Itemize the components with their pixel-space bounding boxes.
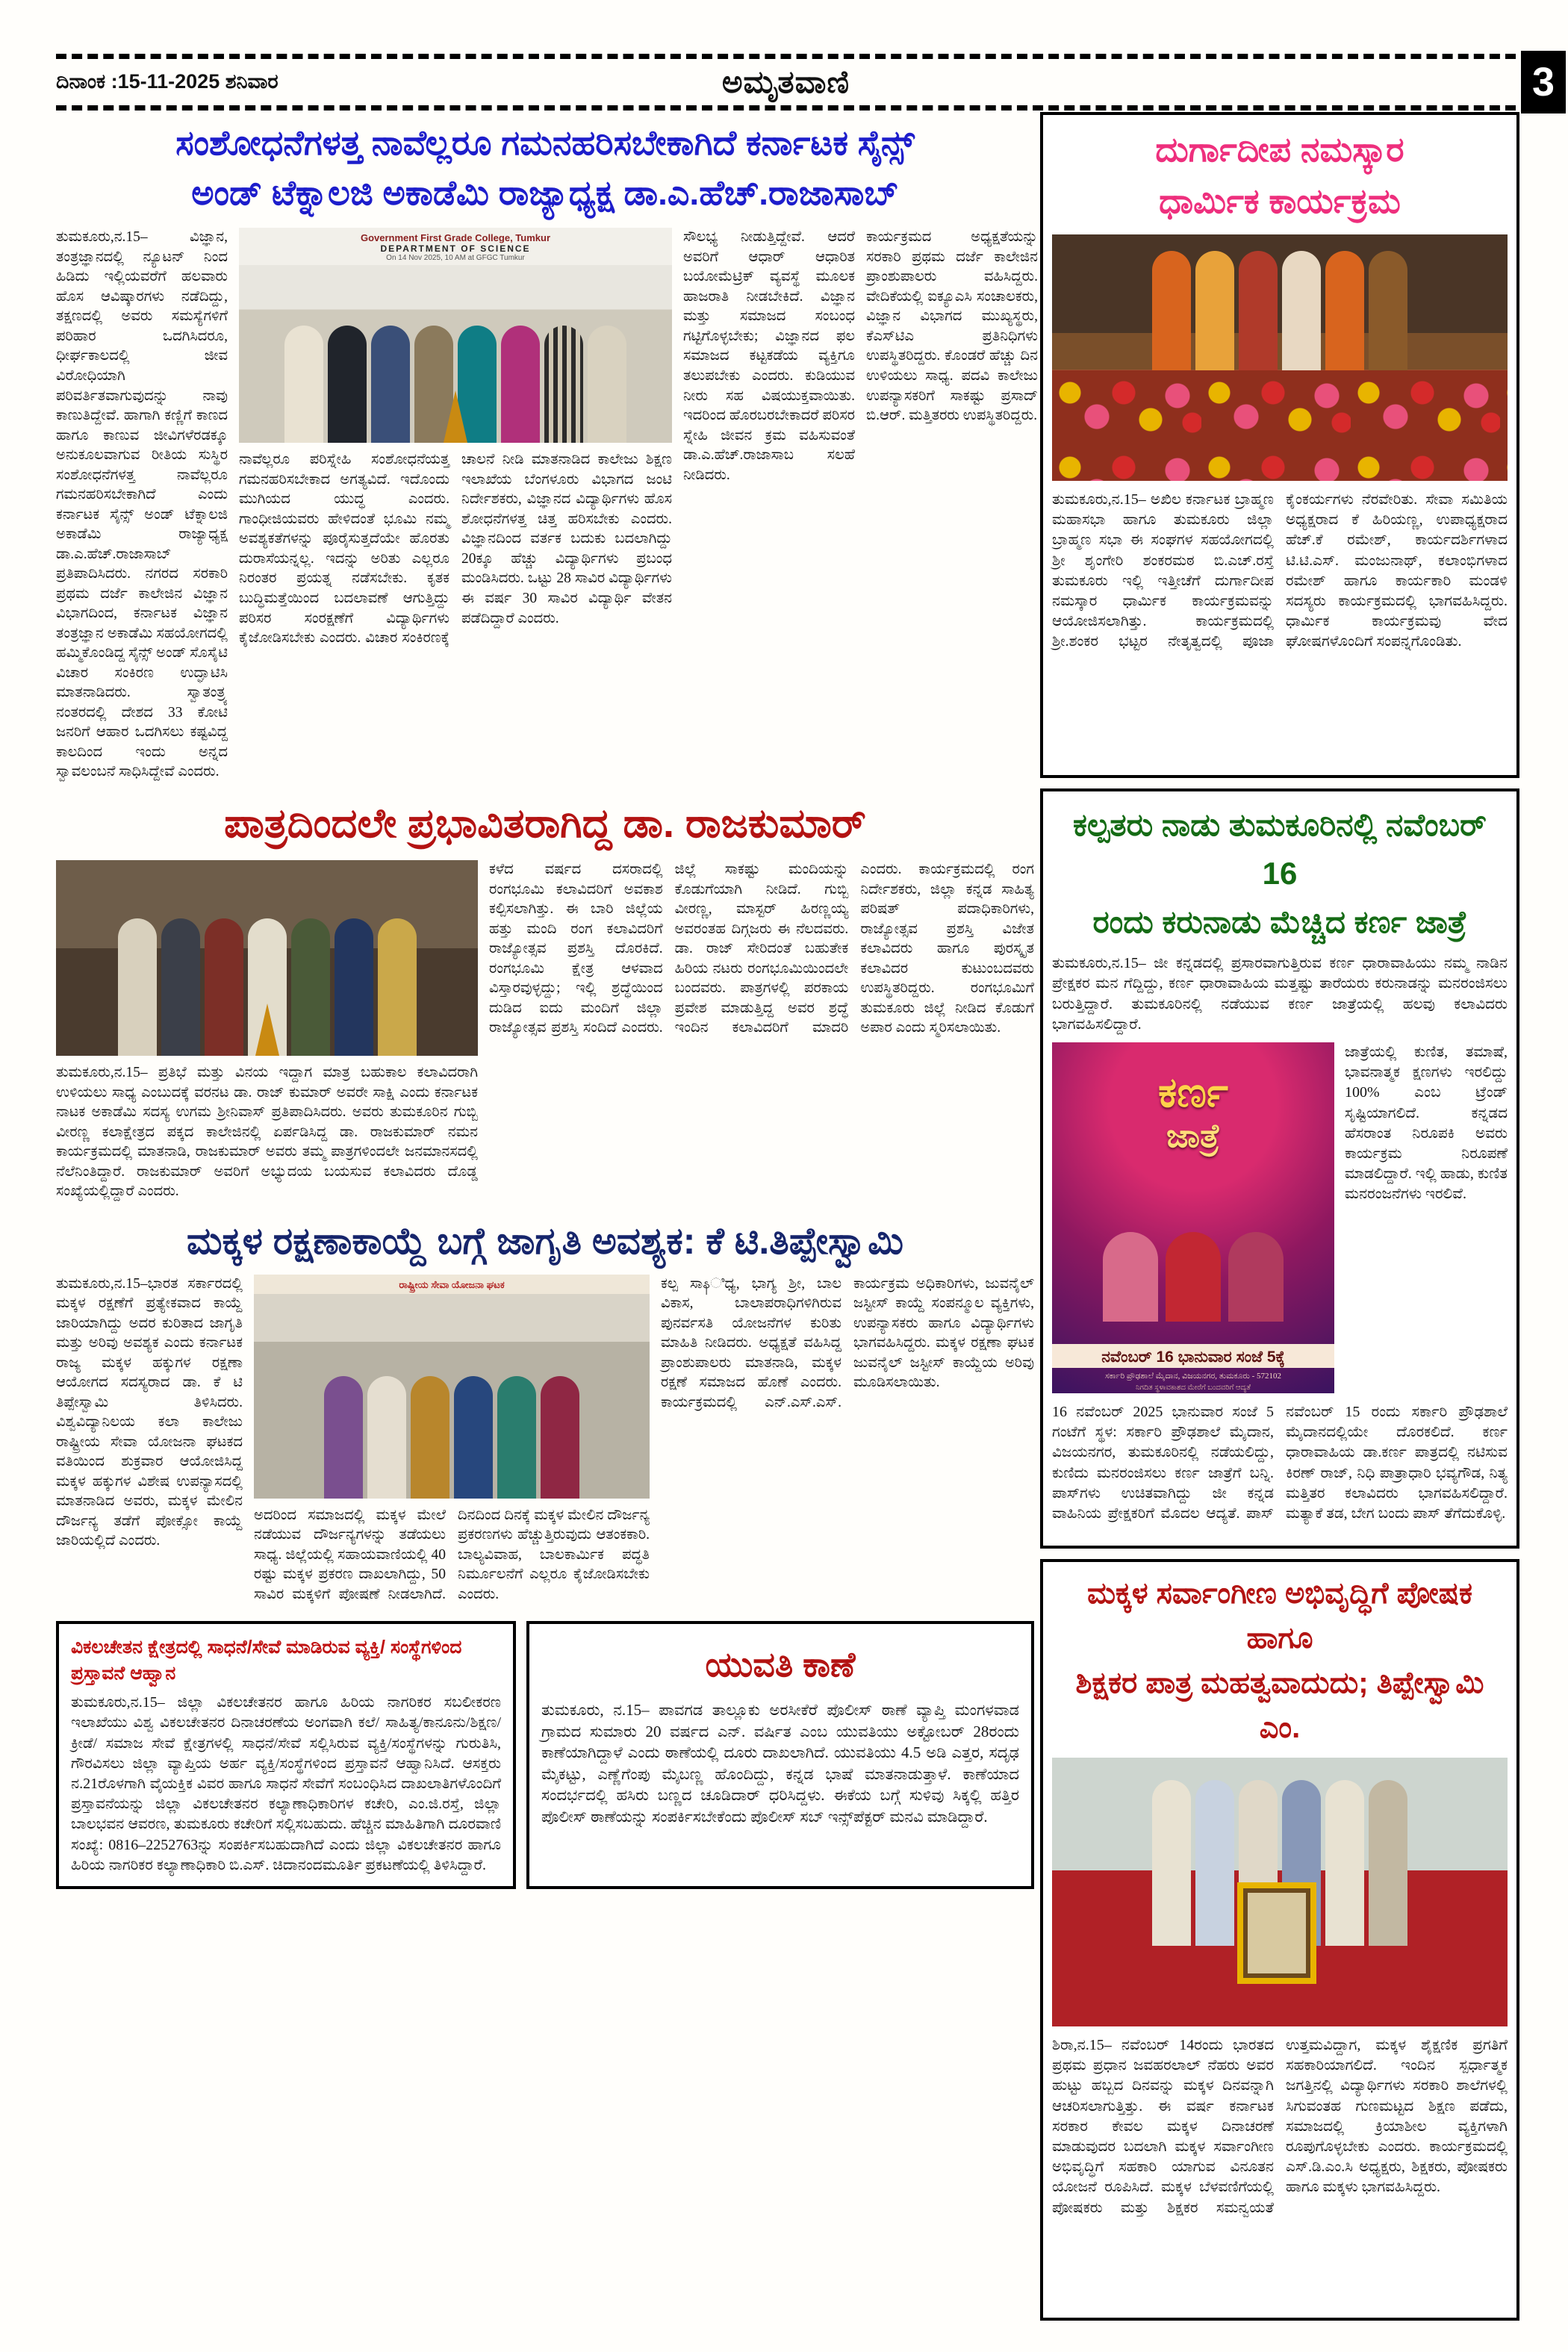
children-headline: ಮಕ್ಕಳ ರಕ್ಷಣಾಕಾಯ್ದೆ ಬಗ್ಗೆ ಜಾಗೃತಿ ಅವಶ್ಯಕ: ಕೆ ಟಿ.ತಿಪ್ಪೇಸ್ವಾಮಿ: [186, 1219, 904, 1262]
rajkumar-headline: ಪಾತ್ರದಿಂದಲೇ ಪ್ರಭಾವಿತರಾಗಿದ್ದ ಡಾ. ರಾಜಕುಮಾರ್: [224, 800, 866, 846]
vikala-body: ತುಮಕೂರು,ನ.15– ಜಿಲ್ಲಾ ವಿಕಲಚೇತನರ ಹಾಗೂ ಹಿರಿಯ ನಾಗರಿಕರ ಸಬಲೀಕರಣ ಇಲಾಖೆಯು ವಿಶ್ವ ವಿಕಲಚೇತನರ ದಿನಾಚರಣೆಯ ಅಂಗವಾಗಿ ಕಲೆ/ ಸಾಹಿತ್ಯ/ಕಾನೂನು/ಶಿಕ್ಷಣ/ಕ್ರೀಡೆ/ ಸಮಾಜ ಸೇವೆ ಕ್ಷೇತ್ರಗಳಲ್ಲಿ ಸಾಧನೆ/ಸೇವೆ ಸಲ್ಲಿಸಿರುವ ವ್ಯಕ್ತಿ/ಸಂಸ್ಥೆಗಳನ್ನು ಗುರುತಿಸಿ, ಗೌರವಿಸಲು ಜಿಲ್ಲಾ ವ್ಯಾಪ್ತಿಯ ಅರ್ಹ ವ್ಯಕ್ತಿ/ಸಂಸ್ಥೆಗಳಿಂದ ಪ್ರಸ್ತಾವನೆ ಆಹ್ವಾನಿಸಿದೆ. ಆಸಕ್ತರು ನ.21ರೊಳಗಾಗಿ ವೈಯಕ್ತಿಕ ವಿವರ ಹಾಗೂ ಸಾಧನೆ ಸೇವೆಗೆ ಸಂಬಂಧಿಸಿದ ದಾಖಲಾತಿಗಳೊಂದಿಗೆ ಪ್ರಸ್ತಾವನೆಯನ್ನು ಜಿಲ್ಲಾ ವಿಕಲಚೇತನರ ಕಲ್ಯಾಣಾಧಿಕಾರಿಗಳ ಕಚೇರಿ, ಎಂ.ಜಿ.ರಸ್ತೆ, ಜಿಲ್ಲಾ ಬಾಲಭವನ ಆವರಣ, ತುಮಕೂರು ಕಚೇರಿಗೆ ಸಲ್ಲಿಸಬಹುದು. ಹೆಚ್ಚಿನ ಮಾಹಿತಿಗಾಗಿ ದೂರವಾಣಿ ಸಂಖ್ಯೆ: 0816–2252763ನ್ನು ಸಂಪರ್ಕಿಸಬಹುದಾಗಿದೆ ಎಂದು ಜಿಲ್ಲಾ ವಿಕಲಚೇತನರ ಹಾಗೂ ಹಿರಿಯ ನಾಗರಿಕರ ಕಲ್ಯಾಣಾಧಿಕಾರಿ ಬಿ.ಎಸ್. ಚಿದಾನಂದಮೂರ್ತಿ ಪ್ರಕಟಣೆಯಲ್ಲಿ ತಿಳಿಸಿದ್ದಾರೆ.: [71, 1694, 501, 1873]
photo-banner-college: Government First Grade College, Tumkur: [360, 232, 551, 244]
karna-side-text: ಜಾತ್ರೆಯಲ್ಲಿ ಕುಣಿತ, ತಮಾಷೆ, ಭಾವನಾತ್ಮಕ ಕ್ಷಣಗಳು ಇರಲಿದ್ದು 100% ಎಂಬ ಟ್ರೆಂಡ್ ಸೃಷ್ಟಿಯಾಗಲಿದೆ. ಕನ್ನಡದ ಹೆಸರಾಂತ ನಿರೂಪಕಿ ಅವರು ಕಾರ್ಯಕ್ರಮ ನಿರೂಪಣೆ ಮಾಡಲಿದ್ದಾರೆ. ಇಲ್ಲಿ ಹಾಡು, ಕುಣಿತ ಮನರಂಜನೆಗಳು ಇರಲಿವೆ.: [1345, 1044, 1508, 1203]
photo-people-group: [254, 1360, 650, 1499]
yuvathi-missing-box: [526, 1621, 1034, 1889]
rajkumar-col1: ತುಮಕೂರು,ನ.15– ಪ್ರತಿಭೆ ಮತ್ತು ವಿನಯ ಇದ್ದಾಗ ಮಾತ್ರ ಬಹುಕಾಲ ಕಲಾವಿದರಾಗಿ ಉಳಿಯಲು ಸಾಧ್ಯ ಎಂಬುದಕ್ಕೆ ವರನಟ ಡಾ. ರಾಜ್ ಕುಮಾರ್ ಅವರೇ ಸಾಕ್ಷಿ ಎಂದು ಕರ್ನಾಟಕ ನಾಟಕ ಅಕಾಡೆಮಿ ಸದಸ್ಯ ಉಗಮ ಶ್ರೀನಿವಾಸ್ ಪ್ರತಿಪಾದಿಸಿದರು. ಅವರು ತುಮಕೂರಿನ ಗುಬ್ಬಿ ವೀರಣ್ಣ ಕಲಾಕ್ಷೇತ್ರದ ಪಕ್ಕದ ಕಾಲೇಜಿನಲ್ಲಿ ಏರ್ಪಡಿಸಿದ್ದ ಡಾ. ರಾಜಕುಮಾರ್ ನಮನ ಕಾರ್ಯಕ್ರಮದಲ್ಲಿ ಮಾತನಾಡಿ, ರಾಜಕುಮಾರ್ ಅವರು ತಮ್ಮ ಪಾತ್ರಗಳಿಂದಲೇ ಜನಮಾನಸದಲ್ಲಿ ನೆಲೆನಿಂತಿದ್ದಾರೆ. ರಾಜಕುಮಾರ್ ಅವರಿಗೆ ಅಭ್ಯುದಯ ಬಯಸುವ ಕಲಾವಿದರು ದೊಡ್ಡ ಸಂಖ್ಯೆಯಲ್ಲಿದ್ದಾರೆ ಎಂದರು.: [56, 1065, 478, 1200]
durga-box: [1040, 112, 1519, 778]
karna-tail2: ಕರ್ಣ ಧಾರಾವಾಹಿಯ ಡಾ.ಕರ್ಣ ಪಾತ್ರದಲ್ಲಿ ನಟಿಸುವ ಕಿರಣ್ ರಾಜ್, ನಿಧಿ ಪಾತ್ರಾಧಾರಿ ಭವ್ಯಗೌಡ, ನಿತ್ಯ ಮತ್ತಿತರ ಕಲಾವಿದರು ಭಾಗವಹಿಸಲಿದ್ದಾರೆ. ಮತ್ಯಾಕೆ ತಡ, ಬೇಗ ಬಂದು ಪಾಸ್ ತೆಗೆದುಕೊಳ್ಳಿ.: [1286, 1424, 1508, 1522]
karna-tail1: 16 ನವೆಂಬರ್ 2025 ಭಾನುವಾರ ಸಂಜೆ 5 ಗಂಟೆಗೆ ಸ್ಥಳ: ಸರ್ಕಾರಿ ಪ್ರೌಢಶಾಲೆ ಮೈದಾನ, ವಿಜಯನಗರ, ತುಮಕೂರಿನಲ್ಲಿ ನಡೆಯಲಿದ್ದು, ಕುಣಿದು ಮನರಂಜಿಸಲು ಕರ್ಣ ಜಾತ್ರೆಗೆ ಬನ್ನಿ. ಪಾಸ್‌ಗಳು ಉಚಿತವಾಗಿದ್ದು ಜೀ ಕನ್ನಡ ವಾಹಿನಿಯ ಪ್ರೇಕ್ಷಕರಿಗೆ ಮೊದಲ ಆದ್ಯತೆ. ಪಾಸ್ ನವೆಂಬರ್ 15 ರಂದು ಸರ್ಕಾರಿ ಪ್ರೌಢಶಾಲೆ ಮೈದಾನದಲ್ಲಿಯೇ ದೊರಕಲಿದೆ.: [1052, 1404, 1508, 1522]
garlanded-portrait: [1243, 1888, 1310, 1978]
article-children-act: [56, 1217, 1034, 1605]
masthead: [56, 54, 1516, 111]
science-event-photo: [239, 228, 672, 443]
main-column: [56, 118, 1038, 1889]
durga-headline-line2: ಧಾರ್ಮಿಕ ಕಾರ್ಯಕ್ರಮ: [1159, 181, 1401, 220]
durga-col1: ತುಮಕೂರು,ನ.15– ಅಖಿಲ ಕರ್ನಾಟಕ ಬ್ರಾಹ್ಮಣ ಮಹಾಸಭಾ ಹಾಗೂ ತುಮಕೂರು ಜಿಲ್ಲಾ ಬ್ರಾಹ್ಮಣ ಸಭಾ ಈ ಸಂಘಗಳ ಸಹಯೋಗದಲ್ಲಿ ಶ್ರೀ ಶೃಂಗೇರಿ ಶಂಕರಮಠ ಬಿ.ಎಚ್.ರಸ್ತೆ ತುಮಕೂರು ಇಲ್ಲಿ ಇತ್ತೀಚೆಗೆ ದುರ್ಗಾದೀಪ ನಮಸ್ಕಾರ ಧಾರ್ಮಿಕ ಕಾರ್ಯಕ್ರಮವನ್ನು ಆಯೋಜಿಸಲಾಗಿತ್ತು. ಕಾರ್ಯಕ್ರಮದಲ್ಲಿ ಶ್ರೀ.ಶಂಕರ ಭಟ್ಟರ ನೇತೃತ್ವದಲ್ಲಿ ಪೂಜಾ ಕೈಂಕರ್ಯಗಳು ನೆರವೇರಿತು.: [1052, 491, 1418, 650]
page-number: 3: [1521, 51, 1566, 113]
oil-lamp-icon: [255, 1004, 279, 1056]
children-col4: ಕಾರ್ಯಕ್ರಮದಲ್ಲಿ ಎನ್.ಎಸ್.ಎಸ್. ಕಾರ್ಯಕ್ರಮ ಅಧಿಕಾರಿಗಳು, ಜುವನೈಲ್ ಜಸ್ಟೀಸ್ ಕಾಯ್ದೆ ಸಂಪನ್ಮೂಲ ವ್ಯಕ್ತಿಗಳು, ಉಪನ್ಯಾಸಕರು ಹಾಗೂ ವಿದ್ಯಾರ್ಥಿಗಳು ಭಾಗವಹಿಸಿದ್ದರು. ಮಕ್ಕಳ ರಕ್ಷಣಾ ಘಟಕ ಜುವನೈಲ್ ಜಸ್ಟೀಸ್ ಕಾಯ್ದೆಯ ಅರಿವು ಮೂಡಿಸಲಾಯಿತು.: [661, 1275, 1034, 1410]
date-line: ದಿನಾಂಕ :15-11-2025 ಶನಿವಾರ: [56, 70, 279, 93]
sarvangina-photo: [1052, 1758, 1508, 2026]
karna-box: [1040, 788, 1519, 1549]
karna-jathre-ad: [1052, 1042, 1334, 1393]
photo-banner-date: On 14 Nov 2025, 10 AM at GFGC Tumkur: [386, 254, 525, 263]
photo-people-group: [1052, 234, 1508, 370]
children-event-photo: [254, 1275, 650, 1499]
karna-intro: ತುಮಕೂರು,ನ.15– ಜೀ ಕನ್ನಡದಲ್ಲಿ ಪ್ರಸಾರವಾಗುತ್ತಿರುವ ಕರ್ಣ ಧಾರಾವಾಹಿಯು ನಮ್ಮ ನಾಡಿನ ಪ್ರೇಕ್ಷಕರ ಮನ ಗೆದ್ದಿದ್ದು, ಕರ್ಣ ಧಾರಾವಾಹಿಯ ಮತ್ತಷ್ಟು ತಾರೆಯರು ಕರುನಾಡನ್ನು ಮನರಂಜಿಸಲು ಬರುತ್ತಿದ್ದಾರೆ. ತುಮಕೂರಿನಲ್ಲಿ ನಡೆಯುವ ಕರ್ಣ ಜಾತ್ರೆಯಲ್ಲಿ ಹಲವು ಕಲಾವಿದರು ಭಾಗವಹಿಸಲಿದ್ದಾರೆ.: [1052, 955, 1508, 1033]
children-col1: ತುಮಕೂರು,ನ.15–ಭಾರತ ಸರ್ಕಾರದಲ್ಲಿ ಮಕ್ಕಳ ರಕ್ಷಣೆಗೆ ಪ್ರತ್ಯೇಕವಾದ ಕಾಯ್ದೆ ಜಾರಿಯಾಗಿದ್ದು ಅದರ ಕುರಿತಾದ ಜಾಗೃತಿ ಮತ್ತು ಅರಿವು ಅವಶ್ಯಕ ಎಂದು ಕರ್ನಾಟಕ ರಾಜ್ಯ ಮಕ್ಕಳ ಹಕ್ಕುಗಳ ರಕ್ಷಣಾ ಆಯೋಗದ ಸದಸ್ಯರಾದ ಡಾ. ಕೆ ಟಿ ತಿಪ್ಪೇಸ್ವಾಮಿ ತಿಳಿಸಿದರು. ವಿಶ್ವವಿದ್ಯಾನಿಲಯ ಕಲಾ ಕಾಲೇಜು ರಾಷ್ಟ್ರೀಯ ಸೇವಾ ಯೋಜನಾ ಘಟಕದ ವತಿಯಿಂದ ಶುಕ್ರವಾರ ಆಯೋಜಿಸಿದ್ದ ಮಕ್ಕಳ ಹಕ್ಕುಗಳ ವಿಶೇಷ ಉಪನ್ಯಾಸದಲ್ಲಿ ಮಾತನಾಡಿದ ಅವರು, ಮಕ್ಕಳ ಮೇಲಿನ ದೌರ್ಜನ್ಯ ತಡೆಗೆ ಪೋಕ್ಸೋ ಕಾಯ್ದೆ ಜಾರಿಯಲ್ಲಿದೆ ಎಂದರು.: [56, 1275, 243, 1549]
children-col2: ಅದರಿಂದ ಸಮಾಜದಲ್ಲಿ ಮಕ್ಕಳ ಮೇಲೆ ನಡೆಯುವ ದೌರ್ಜನ್ಯಗಳನ್ನು ತಡೆಯಲು ಸಾಧ್ಯ. ಜಿಲ್ಲೆಯಲ್ಲಿ ಸಹಾಯವಾಣಿಯಲ್ಲಿ 40 ರಷ್ಟು ಮಕ್ಕಳ ಪ್ರಕರಣ ದಾಖಲಾಗಿದ್ದು, 50 ಸಾವಿರ ಮಕ್ಕಳಿಗೆ ಪೋಷಣೆ ನೀಡಲಾಗಿದೆ. ದಿನದಿಂದ ದಿನಕ್ಕೆ ಮಕ್ಕಳ ಮೇಲಿನ ದೌರ್ಜನ್ಯ ಪ್ರಕರಣಗಳು ಹೆಚ್ಚುತ್ತಿರುವುದು ಆತಂಕಕಾರಿ. ಬಾಲ್ಯವಿವಾಹ, ಬಾಲಕಾರ್ಮಿಕ ಪದ್ಧತಿ ನಿರ್ಮೂಲನೆಗೆ ಎಲ್ಲರೂ ಕೈಜೋಡಿಸಬೇಕು ಎಂದರು.: [254, 1507, 650, 1602]
ad-note-line: ನಿಗದಿತ ಸ್ಥಳಾವಕಾಶದ ಮೇರೆಗೆ ಬಂದವರಿಗೆ ಆದ್ಯತೆ: [1136, 1384, 1251, 1393]
article-science: [56, 118, 1038, 783]
rajkumar-col3: ಜಿಲ್ಲೆ ಸಾಕಷ್ಟು ಮಂದಿಯನ್ನು ಕೊಡುಗೆಯಾಗಿ ನೀಡಿದೆ. ಗುಬ್ಬಿ ವೀರಣ್ಣ, ಮಾಸ್ಟರ್ ಹಿರಣ್ಣಯ್ಯ ಅವರಂತಹ ದಿಗ್ಗಜರು ಈ ನೆಲದವರು. ಡಾ. ರಾಜ್ ಸೇರಿದಂತೆ ಬಹುತೇಕ ಹಿರಿಯ ನಟರು ರಂಗಭೂಮಿಯಿಂದಲೇ ಬಂದವರು. ಪಾತ್ರಗಳಲ್ಲಿ ಪರಕಾಯ ಪ್ರವೇಶ ಮಾಡುತ್ತಿದ್ದ ಅವರ ಶ್ರದ್ಧೆ ಇಂದಿನ ಕಲಾವಿದರಿಗೆ ಮಾದರಿ ಎಂದರು.: [674, 862, 902, 1036]
ad-title-karna: ಕರ್ಣ: [1158, 1068, 1228, 1116]
karna-headline-line2: ರಂದು ಕರುನಾಡು ಮೆಚ್ಚಿದ ಕರ್ಣ ಜಾತ್ರೆ: [1092, 904, 1467, 940]
rajkumar-event-photo: [56, 860, 478, 1056]
science-col1: ತುಮಕೂರು,ನ.15– ವಿಜ್ಞಾನ, ತಂತ್ರಜ್ಞಾನದಲ್ಲಿ ನ್ಯೂಟನ್ ನಿಂದ ಹಿಡಿದು ಇಲ್ಲಿಯವರೆಗೆ ಹಲವಾರು ಹೊಸ ಆವಿಷ್ಕಾರಗಳು ನಡೆದಿದ್ದು, ತಕ್ಷಣದಲ್ಲಿ ಅವರು ಸಮಸ್ಯೆಗಳಿಗೆ ಪರಿಹಾರ ಒದಗಿಸಿದರೂ, ಧೀರ್ಘಕಾಲದಲ್ಲಿ ಜೀವ ವಿರೋಧಿಯಾಗಿ ಪರಿವರ್ತಿತವಾಗುವುದನ್ನು ನಾವು ಕಾಣುತಿದ್ದೇವೆ. ಹಾಗಾಗಿ ಕಣ್ಣಿಗೆ ಕಾಣದ ಹಾಗೂ ಕಾಣುವ ಜೀವಿಗಳೆರಡಕ್ಕೂ ಅನುಕೂಲವಾಗುವ ರೀತಿಯ ಸುಸ್ಥಿರ ಸಂಶೋಧನೆಗಳತ್ತ ನಾವೆಲ್ಲರೂ ಗಮನಹರಿಸಬೇಕಾಗಿದೆ ಎಂದು ಕರ್ನಾಟಕ ಸೈನ್ಸ್ ಅಂಡ್ ಟೆಕ್ನಾಲಜಿ ಅಕಾಡೆಮಿ ರಾಜ್ಯಾಧ್ಯಕ್ಷ ಡಾ.ಎ.ಹೆಚ್.ರಾಜಾಸಾಬ್ ಪ್ರತಿಪಾದಿಸಿದರು. ನಗರದ ಸರಕಾರಿ ಪ್ರಥಮ ದರ್ಜೆ ಕಾಲೇಜಿನ ವಿಜ್ಞಾನ ವಿಭಾಗದಿಂದ, ಕರ್ನಾಟಕ ವಿಜ್ಞಾನ ತಂತ್ರಜ್ಞಾನ ಅಕಾಡೆಮಿ ಸಹಯೋಗದಲ್ಲಿ ಹಮ್ಮಿಕೊಂಡಿದ್ದ ಸೈನ್ಸ್ ಅಂಡ್ ಸೊಸೈಟಿ ವಿಚಾರ ಸಂಕಿರಣ ಉದ್ಘಾಟಿಸಿ ಮಾತನಾಡಿದರು. ಸ್ವಾತಂತ್ರ್ಯ ನಂತರದಲ್ಲಿ ದೇಶದ 33 ಕೋಟಿ ಜನರಿಗೆ ಆಹಾರ ಒದಗಿಸಲು ಕಷ್ಟವಿದ್ದ ಕಾಲದಿಂದ ಇಂದು ಅನ್ನದ ಸ್ವಾವಲಂಬನೆ ಸಾಧಿಸಿದ್ದೇವೆ ಎಂದರು.: [56, 229, 228, 780]
ad-venue-line: ಸರ್ಕಾರಿ ಪ್ರೌಢಶಾಲೆ ಮೈದಾನ, ವಿಜಯನಗರ, ತುಮಕೂರು - 572102: [1104, 1372, 1282, 1381]
science-headline-line1: ಸಂಶೋಧನೆಗಳತ್ತ ನಾವೆಲ್ಲರೂ ಗಮನಹರಿಸಬೇಕಾಗಿದೆ ಕರ್ನಾಟಕ ಸೈನ್ಸ್: [175, 123, 915, 162]
rajkumar-col2: ಕಳೆದ ವರ್ಷದ ದಸರಾದಲ್ಲಿ ರಂಗಭೂಮಿ ಕಲಾವಿದರಿಗೆ ಅವಕಾಶ ಕಲ್ಪಿಸಲಾಗಿತ್ತು. ಈ ಬಾರಿ ಜಿಲ್ಲೆಯ ಹತ್ತು ಮಂದಿ ರಂಗ ಕಲಾವಿದರಿಗೆ ರಾಜ್ಯೋತ್ಸವ ಪ್ರಶಸ್ತಿ ದೊರಕಿದೆ. ರಂಗಭೂಮಿ ಕ್ಷೇತ್ರ ಆಳವಾದ ವಿಸ್ತಾರವುಳ್ಳದ್ದು; ಇಲ್ಲಿ ಶ್ರದ್ಧೆಯಿಂದ ದುಡಿದ ಐದು ಮಂದಿಗೆ ಜಿಲ್ಲಾ ರಾಜ್ಯೋತ್ಸವ ಪ್ರಶಸ್ತಿ ಸಂದಿದೆ ಎಂದರು.: [489, 862, 663, 1036]
karna-headline-line1: ಕಲ್ಪತರು ನಾಡು ತುಮಕೂರಿನಲ್ಲಿ ನವೆಂಬರ್ 16: [1073, 807, 1487, 892]
science-col2: ನಾವೆಲ್ಲರೂ ಪರಿಸ್ನೇಹಿ ಸಂಶೋಧನೆಯತ್ತ ಗಮನಹರಿಸಬೇಕಾದ ಅಗತ್ಯವಿದೆ. ಇದೊಂದು ಮುಗಿಯದ ಯುದ್ಧ ಎಂದರು. ಗಾಂಧೀಜಿಯವರು ಹೇಳಿದಂತೆ ಭೂಮಿ ನಮ್ಮ ಅವಶ್ಯಕತೆಗಳನ್ನು ಪೂರೈಸುತ್ತದೆಯೇ ಹೊರತು ದುರಾಸೆಯನ್ನಲ್ಲ. ಇದನ್ನು ಅರಿತು ಎಲ್ಲರೂ ನಿರಂತರ ಪ್ರಯತ್ನ ನಡೆಸಬೇಕು. ಕೃತಕ ಬುದ್ಧಿಮತ್ತೆಯಿಂದ ಬದಲಾವಣೆ ಆಗುತ್ತಿದ್ದು ಪರಿಸರ ಸಂರಕ್ಷಣೆಗೆ ವಿದ್ಯಾರ್ಥಿಗಳು ಕೈಜೋಡಿಸಬೇಕು ಎಂದರು.: [239, 452, 449, 647]
vikala-notice-box: [56, 1621, 516, 1889]
photo-banner: [239, 228, 672, 265]
sarvangina-headline-line1: ಮಕ್ಕಳ ಸರ್ವಾಂಗೀಣ ಅಭಿವೃದ್ಧಿಗೆ ಪೋಷಕ ಹಾಗೂ: [1086, 1577, 1473, 1655]
ad-actors: [1052, 1232, 1334, 1322]
durga-col2: ಸೇವಾ ಸಮಿತಿಯ ಅಧ್ಯಕ್ಷರಾದ ಕೆ ಹಿರಿಯಣ್ಣ, ಉಪಾಧ್ಯಕ್ಷರಾದ ಹೆಚ್.ಕೆ ರಮೇಶ್, ಕಾರ್ಯದರ್ಶಿಗಳಾದ ಟಿ.ಟಿ.ಎಸ್. ಮಂಜುನಾಥ್, ಕಲಾಂಭಿಗಳಾದ ರಮೇಶ್ ಹಾಗೂ ಕಾರ್ಯಕಾರಿ ಮಂಡಳಿ ಸದಸ್ಯರು ಕಾರ್ಯಕ್ರಮದಲ್ಲಿ ಭಾಗವಹಿಸಿದ್ದರು. ಧಾರ್ಮಿಕ ಕಾರ್ಯಕ್ರಮವು ವೇದ ಘೋಷಗಳೊಂದಿಗೆ ಸಂಪನ್ನಗೊಂಡಿತು.: [1286, 491, 1508, 650]
photo-banner-dept: DEPARTMENT OF SCIENCE: [380, 243, 531, 255]
oil-lamp-icon: [444, 391, 467, 443]
flower-rangoli: [1052, 370, 1508, 482]
rajkumar-col4: ಕಾರ್ಯಕ್ರಮದಲ್ಲಿ ರಂಗ ನಿರ್ದೇಶಕರು, ಜಿಲ್ಲಾ ಕನ್ನಡ ಸಾಹಿತ್ಯ ಪರಿಷತ್ ಪದಾಧಿಕಾರಿಗಳು, ರಾಜ್ಯೋತ್ಸವ ಪ್ರಶಸ್ತಿ ವಿಜೇತ ಕಲಾವಿದರು ಹಾಗೂ ಪುರಸ್ಕೃತ ಕಲಾವಿದರ ಕುಟುಂಬದವರು ಉಪಸ್ಥಿತರಿದ್ದರು. ರಂಗಭೂಮಿಗೆ ತುಮಕೂರು ಜಿಲ್ಲೆ ನೀಡಿದ ಕೊಡುಗೆ ಅಪಾರ ಎಂದು ಸ್ಮರಿಸಲಾಯಿತು.: [860, 862, 1034, 1036]
ad-date-line: ನವೆಂಬರ್ 16 ಭಾನುವಾರ ಸಂಜೆ 5ಕ್ಕೆ: [1052, 1344, 1334, 1368]
article-rajkumar: [56, 797, 1034, 1202]
vikala-headline: ವಿಕಲಚೇತನ ಕ್ಷೇತ್ರದಲ್ಲಿ ಸಾಧನೆ/ಸೇವೆ ಮಾಡಿರುವ ವ್ಯಕ್ತಿ/ ಸಂಸ್ಥೆಗಳಿಂದ ಪ್ರಸ್ತಾವನೆ ಆಹ್ವಾನ: [71, 1637, 462, 1684]
science-col3: ವಿಚಾರ ಸಂಕಿರಣಕ್ಕೆ ಚಾಲನೆ ನೀಡಿ ಮಾತನಾಡಿದ ಕಾಲೇಜು ಶಿಕ್ಷಣ ಇಲಾಖೆಯ ಬೆಂಗಳೂರು ವಿಭಾಗದ ಜಂಟಿ ನಿರ್ದೇಶಕರು, ವಿಜ್ಞಾನದ ವಿದ್ಯಾರ್ಥಿಗಳು ಹೊಸ ಶೋಧನೆಗಳತ್ತ ಚಿತ್ತ ಹರಿಸಬೇಕು ಎಂದರು. ವಿಜ್ಞಾನದಿಂದ ವರ್ತಕ ಬದುಕು ಬದಲಾಗಿದ್ದು 20ಕ್ಕೂ ಹೆಚ್ಚು ವಿದ್ಯಾರ್ಥಿಗಳು ಪ್ರಬಂಧ ಮಂಡಿಸಿದರು. ಒಟ್ಟು 28 ಸಾವಿರ ವಿದ್ಯಾರ್ಥಿಗಳು ಈ ವರ್ಷ 30 ಸಾವಿರ ವಿದ್ಯಾರ್ಥಿ ವೇತನ ಪಡೆದಿದ್ದಾರೆ ಎಂದರು.: [365, 452, 672, 647]
sarvangina-col2: ಮತ್ತು ಶಿಕ್ಷಕರ ಸಮನ್ವಯತೆ ಉತ್ತಮವಿದ್ದಾಗ, ಮಕ್ಕಳ ಶೈಕ್ಷಣಿಕ ಪ್ರಗತಿಗೆ ಸಹಕಾರಿಯಾಗಲಿದೆ. ಇಂದಿನ ಸ್ಪರ್ಧಾತ್ಮಕ ಜಗತ್ತಿನಲ್ಲಿ ವಿದ್ಯಾರ್ಥಿಗಳು ಸರಕಾರಿ ಶಾಲೆಗಳಲ್ಲಿ ಸಿಗುವಂತಹ ಗುಣಮಟ್ಟದ ಶಿಕ್ಷಣ ಪಡೆದು, ಸಮಾಜದಲ್ಲಿ ಕ್ರಿಯಾಶೀಲ ವ್ಯಕ್ತಿಗಳಾಗಿ ರೂಪುಗೊಳ್ಳಬೇಕು ಎಂದರು. ಕಾರ್ಯಕ್ರಮದಲ್ಲಿ ಎಸ್.ಡಿ.ಎಂ.ಸಿ ಅಧ್ಯಕ್ಷರು, ಶಿಕ್ಷಕರು, ಪೋಷಕರು ಹಾಗೂ ಮಕ್ಕಳು ಭಾಗವಹಿಸಿದ್ದರು.: [1121, 2037, 1508, 2216]
sarvangina-col1: ಶಿರಾ,ನ.15– ನವೆಂಬರ್ 14ರಂದು ಭಾರತದ ಪ್ರಥಮ ಪ್ರಧಾನ ಜವಹರಲಾಲ್ ನೆಹರು ಅವರ ಹುಟ್ಟು ಹಬ್ಬದ ದಿನವನ್ನು ಮಕ್ಕಳ ದಿನವನ್ನಾಗಿ ಆಚರಿಸಲಾಗುತ್ತಿತ್ತು. ಈ ವರ್ಷ ಕರ್ನಾಟಕ ಸರಕಾರ ಕೇವಲ ಮಕ್ಕಳ ದಿನಾಚರಣೆ ಮಾಡುವುದರ ಬದಲಾಗಿ ಮಕ್ಕಳ ಸರ್ವಾಂಗೀಣ ಅಭಿವೃದ್ಧಿಗೆ ಸಹಕಾರಿ ಯಾಗುವ ವಿನೂತನ ಯೋಜನೆ ರೂಪಿಸಿದೆ. ಮಕ್ಕಳ ಬೆಳವಣಿಗೆಯಲ್ಲಿ ಪೋಷಕರು: [1052, 2037, 1274, 2216]
ad-title-jathre: ಜಾತ್ರೆ: [1166, 1118, 1221, 1155]
sarvangina-headline-line2: ಶಿಕ್ಷಕರ ಪಾತ್ರ ಮಹತ್ವವಾದುದು; ತಿಪ್ಪೇಸ್ವಾಮಿ ಎಂ.: [1075, 1667, 1484, 1744]
children-col3: ಕಲ್ಪ ಸಾနಿಧ್ಯ, ಭಾಗ್ಯ ಶ್ರೀ, ಬಾಲ ವಿಕಾಸ, ಬಾಲಾಪರಾಧಿಗಳಿಗಿರುವ ಪುನರ್ವಸತಿ ಯೋಜನೆಗಳ ಕುರಿತು ಮಾಹಿತಿ ನೀಡಿದರು. ಅಧ್ಯಕ್ಷತೆ ವಹಿಸಿದ್ದ ಪ್ರಾಂಶುಪಾಲರು ಮಾತನಾಡಿ, ಮಕ್ಕಳ ರಕ್ಷಣೆ ಸಮಾಜದ ಹೊಣೆ ಎಂದರು.: [661, 1275, 841, 1391]
science-headline-line2: ಅಂಡ್ ಟೆಕ್ನಾಲಜಿ ಅಕಾಡೆಮಿ ರಾಜ್ಯಾಧ್ಯಕ್ಷ ಡಾ.ಎ.ಹೆಚ್.ರಾಜಾಸಾಬ್: [191, 172, 899, 212]
science-col5: ಕಾರ್ಯಕ್ರಮದ ಅಧ್ಯಕ್ಷತೆಯನ್ನು ಸರಕಾರಿ ಪ್ರಥಮ ದರ್ಜೆ ಕಾಲೇಜಿನ ಪ್ರಾಂಶುಪಾಲರು ವಹಿಸಿದ್ದರು. ವೇದಿಕೆಯಲ್ಲಿ ಐಕ್ಯೂಎಸಿ ಸಂಚಾಲಕರು, ವಿಜ್ಞಾನ ವಿಭಾಗದ ಮುಖ್ಯಸ್ಥರು, ಕೆಎಸ್‌ಟಿಎ ಪ್ರತಿನಿಧಿಗಳು ಉಪಸ್ಥಿತರಿದ್ದರು. ಕೊಂಡರೆ ಹೆಚ್ಚು ದಿನ ಉಳಿಯಲು ಸಾಧ್ಯ. ಪದವಿ ಕಾಲೇಜು ಉಪನ್ಯಾಸಕರಿಗೆ ಸಾಕಷ್ಟು ಪ್ರಸಾದ್ ಬಿ.ಆರ್. ಮತ್ತಿತರರು ಉಪಸ್ಥಿತರಿದ್ದರು.: [866, 229, 1038, 424]
yuvathi-headline: ಯುವತಿ ಕಾಣೆ: [705, 1645, 856, 1684]
durga-photo: [1052, 234, 1508, 481]
science-col4: ಸೌಲಭ್ಯ ನೀಡುತ್ತಿದ್ದೇವೆ. ಆದರೆ ಅವರಿಗೆ ಆಧಾರ್ ಆಧಾರಿತ ಬಯೋಮೆಟ್ರಿಕ್ ವ್ಯವಸ್ಥೆ ಮೂಲಕ ಹಾಜರಾತಿ ನೀಡಬೇಕಿದೆ. ವಿಜ್ಞಾನ ಮತ್ತು ಸಮಾಜದ ಸಂಬಂಧ ಗಟ್ಟಿಗೊಳ್ಳಬೇಕು; ವಿಜ್ಞಾನದ ಫಲ ಸಮಾಜದ ಕಟ್ಟಕಡೆಯ ವ್ಯಕ್ತಿಗೂ ತಲುಪಬೇಕು ಎಂದರು. ಕುಡಿಯುವ ನೀರು ಸಹ ವಿಷಯುಕ್ತವಾಯಿತು. ಇದರಿಂದ ಹೊರಬರಬೇಕಾದರೆ ಪರಿಸರ ಸ್ನೇಹಿ ಜೀವನ ಕ್ರಮ ವಹಿಸುವಂತೆ ಡಾ.ಎ.ಹೆಚ್.ರಾಜಾಸಾಬ ಸಲಹೆ ನೀಡಿದರು.: [683, 229, 855, 483]
sarvangina-box: [1040, 1559, 1519, 2321]
photo-banner: ರಾಷ್ಟ್ರೀಯ ಸೇವಾ ಯೋಜನಾ ಘಟಕ: [254, 1275, 650, 1294]
durga-headline-line1: ದುರ್ಗಾದೀಪ ನಮಸ್ಕಾರ: [1155, 130, 1404, 169]
paper-title: ಅಮೃತವಾಣಿ: [721, 63, 850, 99]
right-column: [1040, 112, 1519, 2331]
yuvathi-body: ತುಮಕೂರು, ನ.15– ಪಾವಗಡ ತಾಲ್ಲೂಕು ಅರಸೀಕೆರೆ ಪೊಲೀಸ್ ಠಾಣೆ ವ್ಯಾಪ್ತಿ ಮಂಗಳವಾಡ ಗ್ರಾಮದ ಸುಮಾರು 20 ವರ್ಷದ ಎನ್. ವರ್ಷಿತ ಎಂಬ ಯುವತಿಯು ಅಕ್ಟೋಬರ್ 28ರಂದು ಕಾಣೆಯಾಗಿದ್ದಾಳೆ ಎಂದು ಠಾಣೆಯಲ್ಲಿ ದೂರು ದಾಖಲಾಗಿದೆ. ಯುವತಿಯು 4.5 ಅಡಿ ಎತ್ತರ, ಸದೃಢ ಮೈಕಟ್ಟು, ಎಣ್ಣೆಗೆಂಪು ಮೈಬಣ್ಣ ಹೊಂದಿದ್ದು, ಕನ್ನಡ ಭಾಷೆ ಮಾತನಾಡುತ್ತಾಳೆ. ಕಾಣೆಯಾದ ಸಂದರ್ಭದಲ್ಲಿ ಹಸಿರು ಬಣ್ಣದ ಚೂಡಿದಾರ್ ಧರಿಸಿದ್ದಳು. ಈಕೆಯ ಬಗ್ಗೆ ಸುಳಿವು ಸಿಕ್ಕಲ್ಲಿ ಹತ್ತಿರ ಪೊಲೀಸ್ ಠಾಣೆಯನ್ನು ಸಂಪರ್ಕಿಸಬೇಕೆಂದು ಪೊಲೀಸ್ ಸಬ್ ಇನ್ಸ್‌ಪೆಕ್ಟರ್ ಮನವಿ ಮಾಡಿದ್ದಾರೆ.: [541, 1701, 1019, 1826]
